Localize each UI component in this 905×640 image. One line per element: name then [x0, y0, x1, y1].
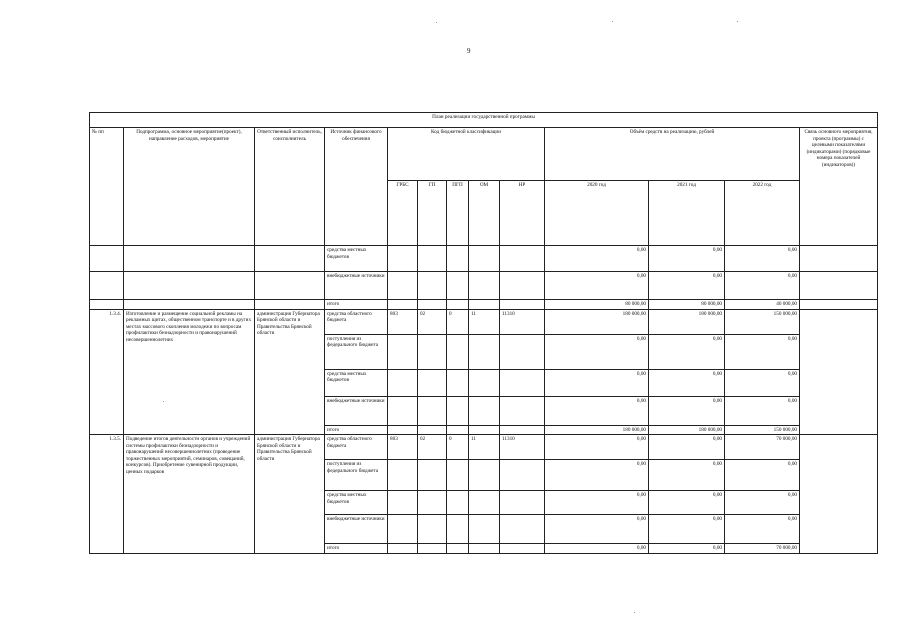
scan-speck [737, 21, 738, 22]
grbs-cell [388, 246, 418, 272]
value-2021-cell: 0,00 [649, 369, 725, 396]
nr-cell [500, 300, 545, 310]
header-link: Связь основного мероприятия, проекта (программы) с целевыми показателями (индикаторами) (порядковые номера показателей (индикаторов)) [800, 128, 878, 246]
grbs-cell [388, 460, 418, 491]
om-cell [469, 491, 500, 515]
scan-speck [634, 612, 635, 613]
header-grbs: ГРБС [388, 181, 418, 246]
value-2022-cell: 0,00 [725, 334, 800, 369]
grbs-cell [388, 515, 418, 544]
value-2021-cell: 0,00 [649, 515, 725, 544]
value-2021-cell: 0,00 [649, 396, 725, 425]
gp-cell [418, 272, 447, 300]
grbs-cell: 803 [388, 309, 418, 334]
source-cell: внебюджетные источники [325, 272, 388, 300]
name-cell [124, 246, 255, 272]
source-cell: средства местных бюджетов [325, 491, 388, 515]
value-2022-cell: 70 000,00 [725, 435, 800, 460]
value-2022-cell: 0,00 [725, 246, 800, 272]
value-2021-cell: 0,00 [649, 491, 725, 515]
responsible-cell [255, 272, 325, 300]
source-cell: итого [325, 544, 388, 554]
value-2020-cell: 0,00 [545, 544, 649, 554]
value-2022-cell: 0,00 [725, 272, 800, 300]
nr-cell [500, 246, 545, 272]
source-cell: средства местных бюджетов [325, 369, 388, 396]
value-2021-cell: 0,00 [649, 246, 725, 272]
om-cell [469, 300, 500, 310]
value-2020-cell: 0,00 [545, 334, 649, 369]
value-2022-cell: 40 000,00 [725, 300, 800, 310]
gp-cell [418, 460, 447, 491]
link-cell [800, 272, 878, 300]
responsible-cell [255, 246, 325, 272]
header-name: Подпрограмма, основное мероприятие(проект), направление расходов, мероприятие [124, 128, 255, 246]
source-cell: итого [325, 300, 388, 310]
grbs-cell [388, 491, 418, 515]
grbs-cell: 803 [388, 435, 418, 460]
num-cell: 1.3.5. [90, 435, 124, 554]
om-cell [469, 460, 500, 491]
header-2020: 2020 год [545, 181, 649, 246]
value-2021-cell: 80 000,00 [649, 300, 725, 310]
value-2021-cell: 0,00 [649, 435, 725, 460]
pgp-cell [447, 544, 469, 554]
program-plan-table [89, 112, 878, 554]
value-2020-cell: 0,00 [545, 272, 649, 300]
num-cell [90, 272, 124, 300]
om-cell: 11 [469, 435, 500, 460]
source-cell: средства областного бюджета [325, 435, 388, 460]
link-cell [800, 435, 878, 554]
om-cell [469, 272, 500, 300]
value-2020-cell: 0,00 [545, 246, 649, 272]
name-cell [124, 272, 255, 300]
link-cell [800, 300, 878, 310]
om-cell [469, 334, 500, 369]
gp-cell [418, 396, 447, 425]
source-cell: поступления из федерального бюджета [325, 334, 388, 369]
om-cell [469, 544, 500, 554]
header-pgp: ПГП [447, 181, 469, 246]
pgp-cell [447, 396, 469, 425]
grbs-cell [388, 300, 418, 310]
header-num: № пп [90, 128, 124, 246]
value-2020-cell: 180 000,00 [545, 309, 649, 334]
om-cell: 11 [469, 309, 500, 334]
pgp-cell [447, 300, 469, 310]
source-cell: внебюджетные источники [325, 396, 388, 425]
scan-speck [612, 21, 613, 22]
nr-cell: 11310 [500, 309, 545, 334]
value-2021-cell: 180 000,00 [649, 309, 725, 334]
value-2020-cell: 0,00 [545, 460, 649, 491]
pgp-cell [447, 515, 469, 544]
value-2021-cell: 0,00 [649, 272, 725, 300]
source-cell: средства областного бюджета [325, 309, 388, 334]
header-2021: 2021 год [649, 181, 725, 246]
name-cell [124, 300, 255, 310]
pgp-cell [447, 334, 469, 369]
header-budget-code: Код бюджетной классификации [388, 128, 545, 181]
nr-cell [500, 460, 545, 491]
gp-cell [418, 246, 447, 272]
grbs-cell [388, 544, 418, 554]
value-2020-cell: 0,00 [545, 369, 649, 396]
table-row [90, 272, 878, 300]
value-2020-cell: 0,00 [545, 396, 649, 425]
gp-cell [418, 544, 447, 554]
value-2022-cell: 150 000,00 [725, 309, 800, 334]
source-cell: средства местных бюджетов [325, 246, 388, 272]
nr-cell [500, 544, 545, 554]
nr-cell: 11310 [500, 435, 545, 460]
gp-cell [418, 369, 447, 396]
name-cell: Подведение итогов деятельности органов и учреждений системы профилактики безнадзорности и правонарушений несовершеннолетних (проведение торжественных мероприятий, семинаров, совещаний, конкурсов). Приобретение сувенирной продукции, ценных подарков [124, 435, 255, 554]
num-cell [90, 300, 124, 310]
page-number: 9 [467, 47, 471, 55]
pgp-cell [447, 460, 469, 491]
header-2022: 2022 год [725, 181, 800, 246]
gp-cell: 02 [418, 435, 447, 460]
table-row [90, 309, 878, 334]
table-row [90, 300, 878, 310]
value-2020-cell: 80 000,00 [545, 300, 649, 310]
header-gp: ГП [418, 181, 447, 246]
om-cell [469, 246, 500, 272]
value-2022-cell: 70 000,00 [725, 544, 800, 554]
source-cell: поступления из федерального бюджета [325, 460, 388, 491]
om-cell [469, 396, 500, 425]
pgp-cell [447, 246, 469, 272]
pgp-cell: 0 [447, 309, 469, 334]
value-2020-cell: 0,00 [545, 515, 649, 544]
responsible-cell: администрация Губернатора Брянской области и Правительства Брянской области [255, 309, 325, 435]
pgp-cell [447, 491, 469, 515]
header-volume: Объём средств на реализацию, рублей [545, 128, 800, 181]
om-cell [469, 515, 500, 544]
pgp-cell: 0 [447, 435, 469, 460]
nr-cell [500, 272, 545, 300]
value-2020-cell: 180 000,00 [545, 425, 649, 435]
link-cell [800, 246, 878, 272]
gp-cell [418, 334, 447, 369]
table-title: План реализации государственной программы [90, 113, 878, 128]
value-2020-cell: 0,00 [545, 435, 649, 460]
grbs-cell [388, 425, 418, 435]
header-row [90, 128, 878, 181]
value-2021-cell: 180 000,00 [649, 425, 725, 435]
nr-cell [500, 396, 545, 425]
value-2021-cell: 0,00 [649, 460, 725, 491]
value-2022-cell: 0,00 [725, 369, 800, 396]
table-title-row [90, 113, 878, 128]
grbs-cell [388, 369, 418, 396]
responsible-cell: администрация Губернатора Брянской области и Правительства Брянской области [255, 435, 325, 554]
name-cell: Изготовление и размещение социальной рекламы на рекламных щитах, общественном транспорте и в других местах массового скопления молодежи по вопросам профилактики безнадзорности и правонарушений несовершеннолетних [124, 309, 255, 435]
num-cell: 1.3.4. [90, 309, 124, 435]
pgp-cell [447, 272, 469, 300]
pgp-cell [447, 369, 469, 396]
om-cell [469, 369, 500, 396]
grbs-cell [388, 334, 418, 369]
nr-cell [500, 515, 545, 544]
table-row [90, 246, 878, 272]
header-source: Источник финансового обеспечения [325, 128, 388, 246]
gp-cell [418, 425, 447, 435]
gp-cell [418, 300, 447, 310]
responsible-cell [255, 300, 325, 310]
pgp-cell [447, 425, 469, 435]
value-2022-cell: 0,00 [725, 396, 800, 425]
om-cell [469, 425, 500, 435]
value-2020-cell: 0,00 [545, 491, 649, 515]
gp-cell [418, 515, 447, 544]
header-om: ОМ [469, 181, 500, 246]
value-2022-cell: 0,00 [725, 460, 800, 491]
value-2021-cell: 0,00 [649, 334, 725, 369]
grbs-cell [388, 396, 418, 425]
table-row [90, 435, 878, 460]
scan-speck [436, 22, 437, 23]
gp-cell [418, 491, 447, 515]
source-cell: итого [325, 425, 388, 435]
value-2022-cell: 0,00 [725, 515, 800, 544]
value-2021-cell: 0,00 [649, 544, 725, 554]
num-cell [90, 246, 124, 272]
value-2022-cell: 150 000,00 [725, 425, 800, 435]
header-nr: НР [500, 181, 545, 246]
nr-cell [500, 334, 545, 369]
value-2022-cell: 0,00 [725, 491, 800, 515]
gp-cell: 02 [418, 309, 447, 334]
nr-cell [500, 425, 545, 435]
source-cell: внебюджетные источники [325, 515, 388, 544]
header-responsible: Ответственный исполнитель, соисполнитель [255, 128, 325, 246]
nr-cell [500, 369, 545, 396]
nr-cell [500, 491, 545, 515]
grbs-cell [388, 272, 418, 300]
link-cell [800, 309, 878, 435]
